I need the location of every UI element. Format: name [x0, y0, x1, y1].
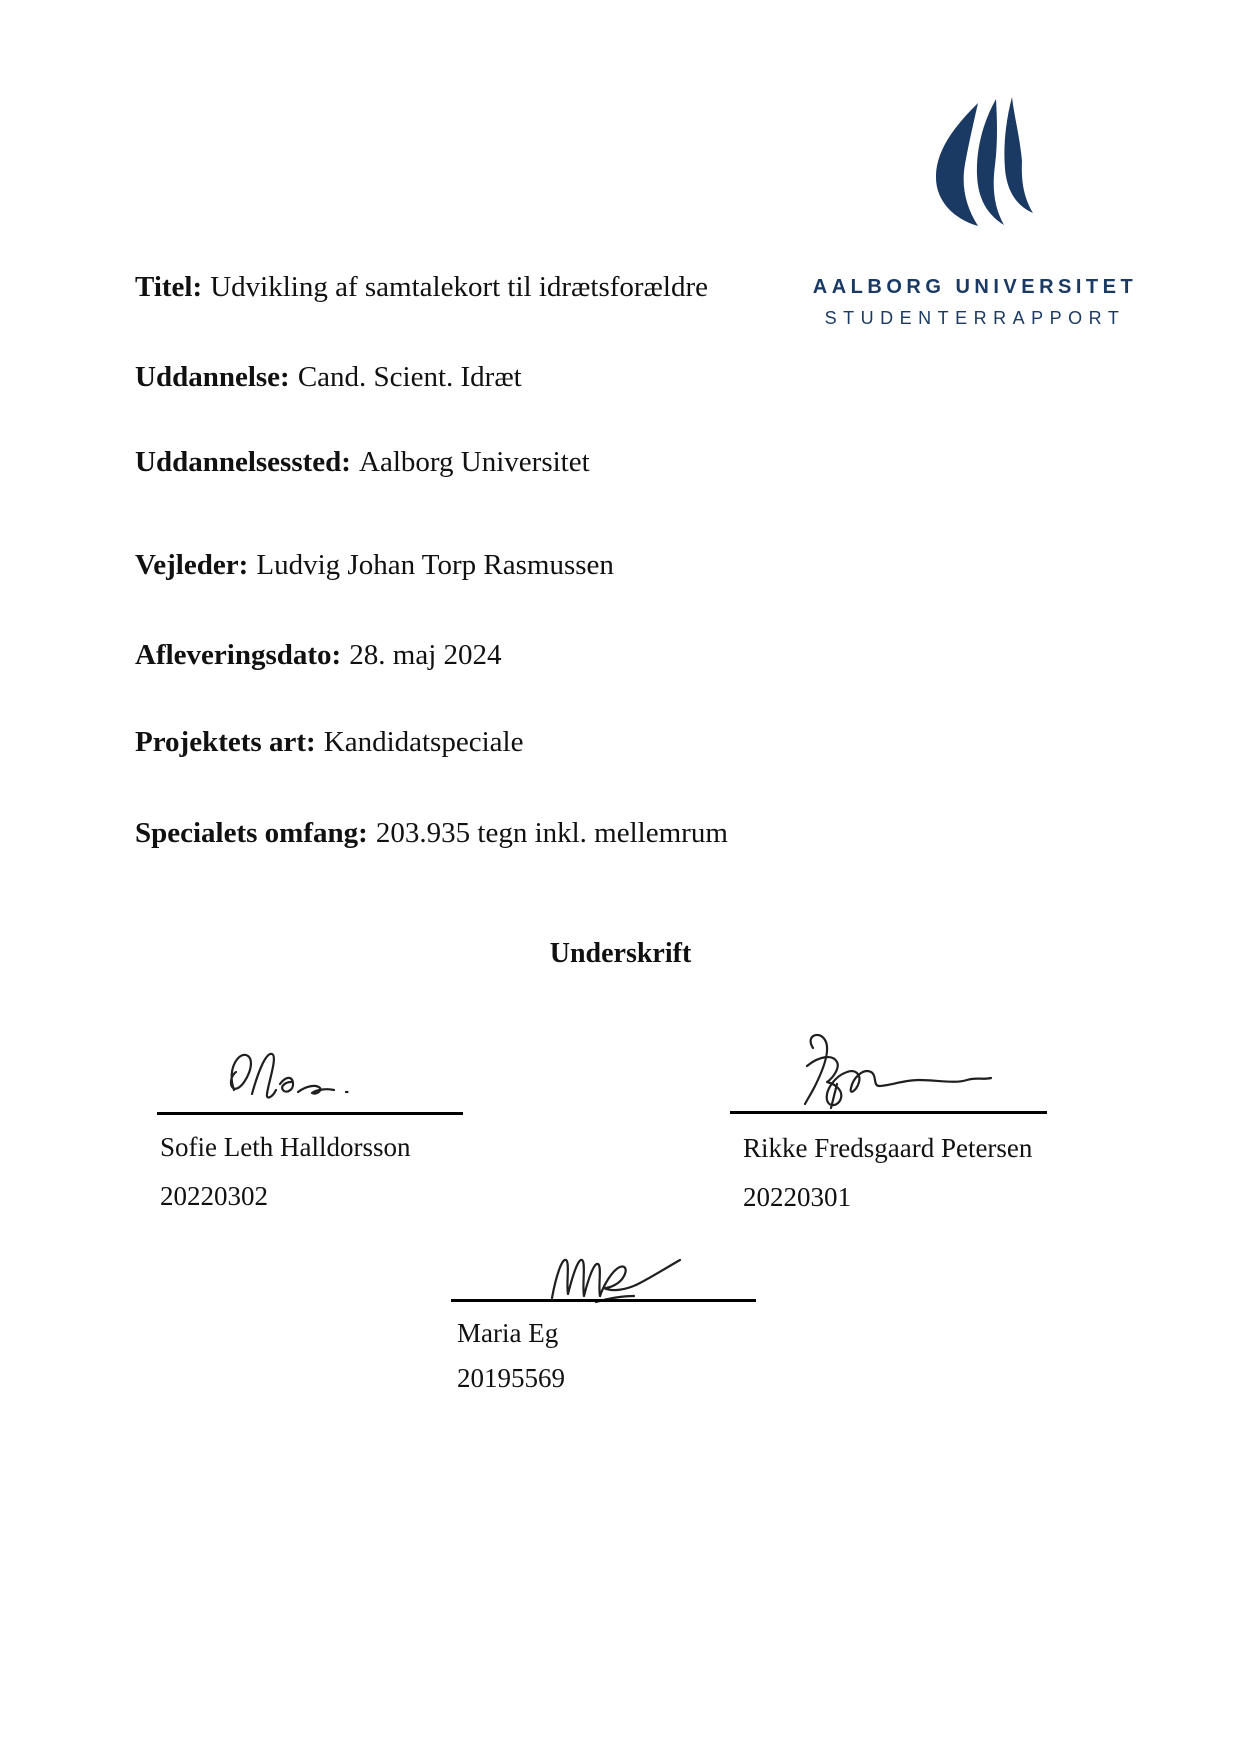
signature-heading: Underskrift	[549, 938, 692, 969]
signer-student-id: 20195569	[457, 1363, 565, 1393]
info-row-vejleder	[135, 547, 614, 583]
sofie-signature-scribble	[222, 1040, 372, 1112]
signer-student-id: 20220302	[160, 1181, 268, 1211]
aau-swoosh-icon	[920, 97, 1035, 242]
rikke-signature-scribble	[785, 1028, 1035, 1123]
field-value: 203.935 tegn inkl. mellemrum	[375, 817, 728, 849]
info-row-titel	[135, 269, 708, 305]
info-row-specialets-omfang	[135, 815, 728, 851]
logo-institution-name: AALBORG UNIVERSITET	[812, 276, 1138, 298]
field-label: Projektets art:	[135, 726, 316, 758]
signature-line	[451, 1299, 756, 1302]
field-label: Uddannelsessted:	[135, 446, 351, 478]
signer-name: Maria Eg	[457, 1318, 559, 1348]
signature-line	[157, 1112, 463, 1115]
signature-line	[730, 1111, 1047, 1114]
field-label: Afleveringsdato:	[135, 639, 342, 671]
logo-subtitle: STUDENTERRAPPORT	[824, 308, 1126, 328]
field-value: 28. maj 2024	[349, 639, 502, 671]
info-row-uddannelsessted	[135, 444, 590, 480]
info-row-afleveringsdato	[135, 637, 502, 673]
field-value: Kandidatspeciale	[323, 726, 524, 758]
field-label: Vejleder:	[135, 549, 249, 581]
signer-name: Sofie Leth Halldorsson	[160, 1132, 411, 1162]
field-label: Titel:	[135, 271, 203, 303]
field-label: Specialets omfang:	[135, 817, 368, 849]
info-row-projektets-art	[135, 724, 523, 760]
maria-signature-scribble	[542, 1236, 702, 1306]
info-row-uddannelse	[135, 359, 522, 395]
field-value: Udvikling af samtalekort til idrætsforældre	[210, 271, 708, 303]
field-value: Cand. Scient. Idræt	[297, 361, 522, 393]
signer-name: Rikke Fredsgaard Petersen	[743, 1133, 1033, 1163]
field-value: Ludvig Johan Torp Rasmussen	[256, 549, 614, 581]
field-label: Uddannelse:	[135, 361, 290, 393]
field-value: Aalborg Universitet	[359, 446, 590, 478]
signer-student-id: 20220301	[743, 1182, 851, 1212]
